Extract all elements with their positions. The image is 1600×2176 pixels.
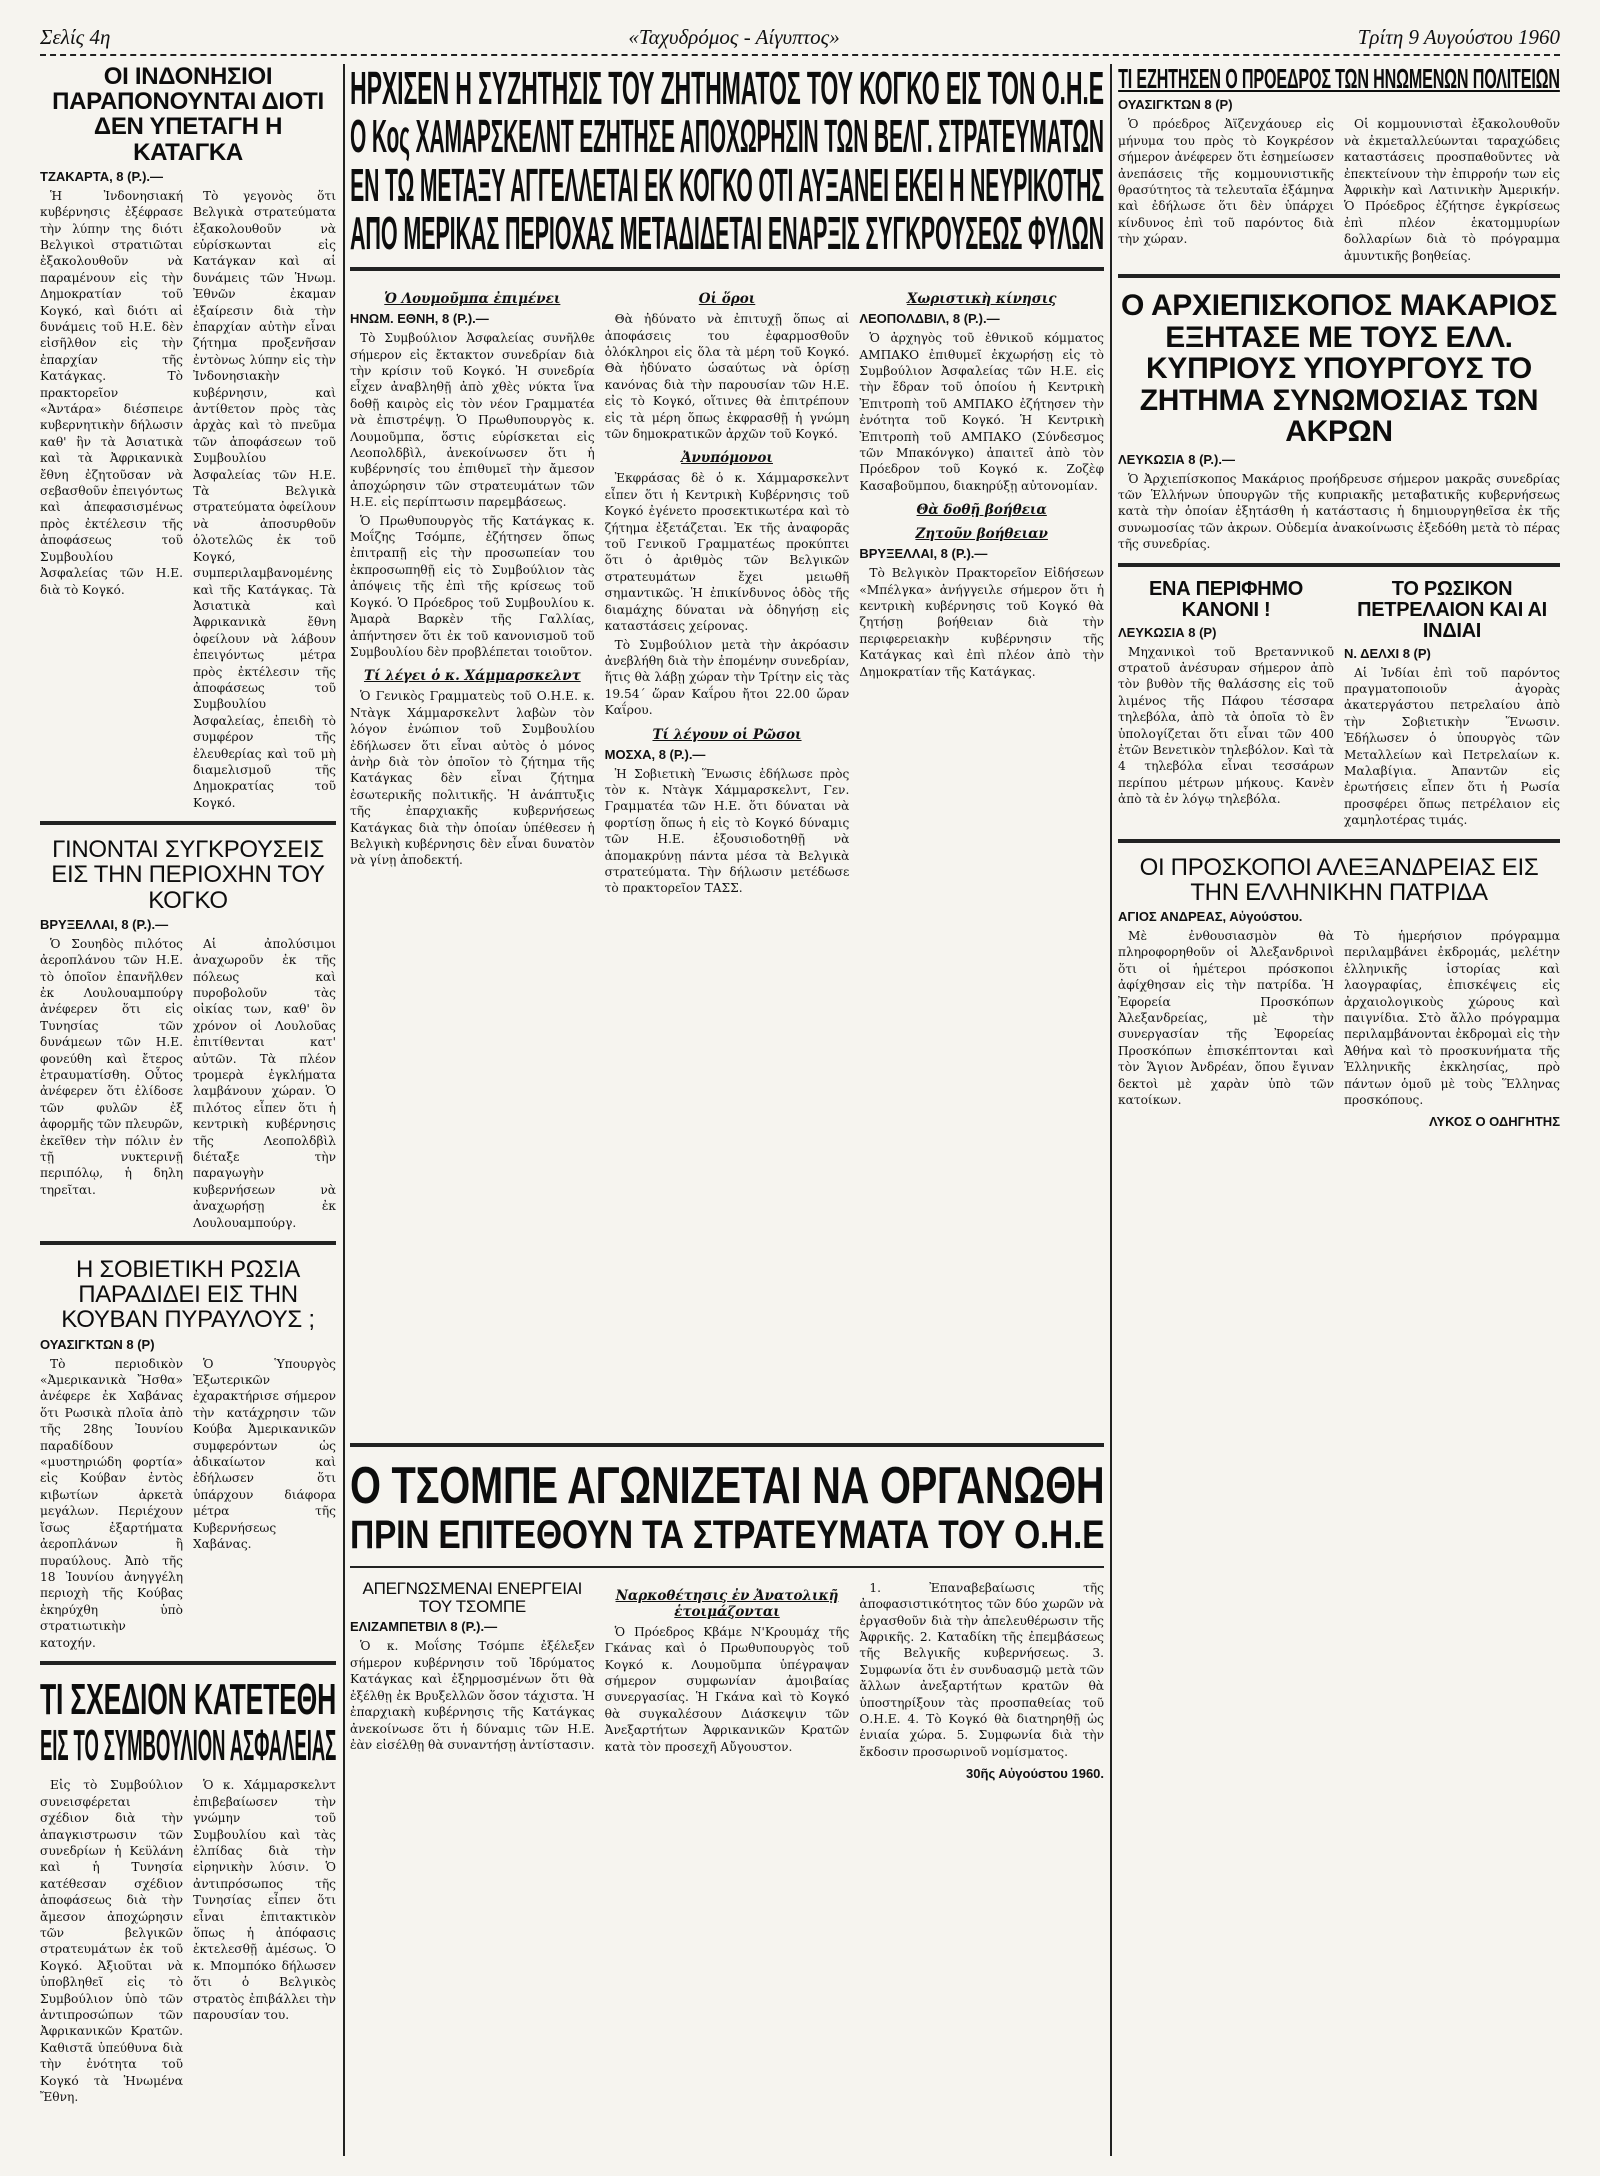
divider xyxy=(350,1443,1104,1447)
subheading: ΑΠΕΓΝΩΣΜΕΝΑΙ ΕΝΕΡΓΕΙΑΙ ΤΟΥ ΤΣΟΜΠΕ xyxy=(362,1578,583,1616)
dateline: ΒΡΥΞΕΛΛΑΙ, 8 (Ρ.).— xyxy=(40,916,169,932)
issue-date: Τρίτη 9 Αυγούστου 1960 xyxy=(1357,24,1560,49)
headline-line: ΠΡΙΝ ΕΠΙΤΕΘΟΥΝ ΤΑ ΣΤΡΑΤΕΥΜΑΤΑ ΤΟΥ Ο.Η.Ε xyxy=(350,1512,1104,1557)
tshombe-story xyxy=(350,1580,1104,1781)
divider xyxy=(350,267,1104,271)
masthead xyxy=(40,20,1560,56)
dateline: ΗΝΩΜ. ΕΘΝΗ, 8 (Ρ.).— xyxy=(350,311,489,327)
divider xyxy=(40,1241,336,1245)
subheading: Ἀνυπόμονοι xyxy=(681,450,773,467)
paragraph: Τὸ περιοδικὸν «Ἀμερικανικὰ Ἤσθα» ἀνέφερε ἐκ Χαβάνας ὅτι Ρωσικὰ πλοῖα ἀπὸ τῆς 28ης Ἰουνίου παραδίδουν «μυστηριώδη φορτία» εἰς Κούβαν ἐντὸς κιβωτίων ἀρκετὰ μεγάλων. Περιέχουν ἴσως ἐξαρτήματα ἀεροπλάνων ἢ πυραύλους. Ἀπὸ τῆς 18 Ἰουνίου ἀνηγγέλη περιοχὴ τῆς Κούβας ἐκηρύχθη ὑπὸ στρατιωτικὴν κατοχήν. xyxy=(40,1356,183,1650)
headline-line: Ο Κος ΧΑΜΑΡΣΚΕΛΝΤ ΕΖΗΤΗΣΕ ΑΠΟΧΩΡΗΣΙΝ ΤΩΝ ΒΕΛΓ. ΣΤΡΑΤΕΥΜΑΤΩΝ xyxy=(350,110,1104,163)
author-signature: ΛΥΚΟΣ Ο ΟΔΗΓΗΤΗΣ xyxy=(1428,1114,1560,1130)
article-body xyxy=(40,1777,336,2105)
dateline: ΕΛΙΖΑΜΠΕΤΒΙΛ 8 (Ρ.).— xyxy=(350,1619,498,1635)
paragraph: Αἱ Ἰνδίαι ἐπὶ τοῦ παρόντος πραγματοποιοῦν ἀγορὰς ἀκατεργάστου πετρελαίου ἀπὸ τὴν Σοβιετικὴν Ἕνωσιν. Ἐδήλωσεν ὁ ὑπουργὸς τῶν Μεταλλείων καὶ Πετρελαίων κ. Μαλαβίγια. Ἀπαντῶν εἰς ἐρωτήσεις εἶπεν ὅτι ἡ Ρωσία προσφέρει ὅπως πετρέλαιον εἰς χαμηλοτέρας τιμάς. xyxy=(1344,665,1560,828)
main-headline xyxy=(350,64,1104,257)
article-headline: ΤΟ ΡΩΣΙΚΟΝ ΠΕΤΡΕΛΑΙΟΝ ΚΑΙ ΑΙ ΙΝΔΙΑΙ xyxy=(1357,577,1547,642)
dateline: Ν. ΔΕΛΧΙ 8 (Ρ) xyxy=(1344,645,1431,661)
dateline: ΑΓΙΟΣ ΑΝΔΡΕΑΣ, Αὐγούστου. xyxy=(1118,909,1303,925)
subheading: Ναρκοθέτησις ἐν Ἀνατολικῇ ἑτοιμάζονται xyxy=(615,1587,839,1620)
subheading: Ὁ Λουμοῦμπα ἐπιμένει xyxy=(384,291,561,308)
divider xyxy=(1118,839,1560,843)
subheading: Τί λέγει ὁ κ. Χάμμαρσκελντ xyxy=(363,668,581,685)
center-block xyxy=(350,64,1104,2156)
dateline: ΤΖΑΚΑΡΤΑ, 8 (Ρ.).— xyxy=(40,168,164,184)
paragraph: Εἰς τὸ Συμβούλιον συνεισφέρεται σχέδιον διὰ τὴν ἀπαγκιστρωσιν τῶν συνεδρίων ἡ Κεϋλάνη καὶ ἡ Τυνησία κατέθεσαν σχέδιον ἀποφάσεως διὰ τὴν ἄμεσον ἀποχώρησιν τῶν βελγικῶν στρατευμάτων ἐκ τοῦ Κογκό. Ἀξιοῦται νὰ ὑποβληθεῖ εἰς τὸ Συμβούλιον ὑπὸ τῶν ἀντιπροσώπων τῶν Ἀφρικανικῶν Κρατῶν. Καθιστᾶ ὑπεύθυνα διὰ τὴν ἐνότητα τοῦ Κογκό τὰ Ἡνωμένα Ἔθνη. xyxy=(40,1778,183,2105)
right-column xyxy=(1118,64,1560,2156)
column-rule xyxy=(1110,64,1112,2156)
newspaper-name: «Ταχυδρόμος - Αίγυπτος» xyxy=(628,24,840,49)
dateline: ΜΟΣΧΑ, 8 (Ρ.).— xyxy=(604,746,706,762)
article-body xyxy=(40,188,336,811)
main-story xyxy=(350,283,1104,1433)
headline-line: ΕΝ ΤΩ ΜΕΤΑΞΥ ΑΓΓΕΛΛΕΤΑΙ ΕΚ ΚΟΓΚΟ ΟΤΙ ΑΥΞΑΝΕΙ ΕΚΕΙ Η ΝΕΥΡΙΚΟΤΗΣ xyxy=(350,158,1104,211)
dateline: ΛΕΥΚΩΣΙΑ 8 (Ρ.).— xyxy=(1118,451,1235,467)
paragraph: Τὸ Συμβούλιον Ἀσφαλείας συνῆλθε σήμερον εἰς ἔκτακτον συνεδρίαν διὰ τὴν κρίσιν τοῦ Κογκό. Ἡ συνεδρία εἶχεν ἀναβληθῇ ἀπὸ χθὲς νύκτα ἵνα δοθῇ καιρὸς εἰς τὸν νέον Γραμματέα νὰ ἐπιστρέψῃ. Ὁ Πρωθυπουργὸς κ. Λουμοῦμπα, ὅστις εὑρίσκεται εἰς Λεοπολδβὶλ, ἀνεκοίνωσεν ὅτι ἡ κυβέρνησίς του ἐπιθυμεῖ τὴν ἄμεσον ἀποχώρησιν τῶν στρατευμάτων τῶν Η.Ε. εἰς περίπτωσιν παρεμβάσεως. xyxy=(350,331,595,510)
paragraph: Ὁ Πρωθυπουργὸς τῆς Κατάγκας κ. Μοΐζης Τσόμπε, ἐζήτησεν ὅπως ἐπιτραπῇ εἰς τὴν προσωπείαν του ἐκπροσωπηθῇ εἰς τὸ Συμβούλιον τὰς ἀπόψεις τῆς ἐπὶ τῆς κρίσεως τοῦ Κογκό. Ὁ Πρόεδρος τοῦ Συμβουλίου κ. Ἀμαρὰ Βαρκὲν τῆς Γαλλίας, ἀπήντησεν ὅτι ἐκ τοῦ κανονισμοῦ τοῦ Συμβουλίου δὲν προβλέπεται τοιοῦτον. xyxy=(350,513,595,659)
article-headline: Η ΣΟΒΙΕΤΙΚΗ ΡΩΣΙΑ ΠΑΡΑΔΙΔΕΙ ΕΙΣ ΤΗΝ ΚΟΥΒΑΝ ΠΥΡΑΥΛΟΥΣ ; xyxy=(61,1256,315,1334)
dateline: ΛΕΥΚΩΣΙΑ 8 (Ρ) xyxy=(1118,624,1217,640)
article-headline xyxy=(40,1674,336,1771)
divider xyxy=(1118,563,1560,567)
paragraph: Ἡ Ἰνδονησιακή κυβέρνησις ἐξέφρασε τὴν λύπην της διότι Βελγικοὶ στρατιῶται ἐξακολουθοῦν νὰ παραμένουν εἰς τὴν Δημοκρατίαν τοῦ Κογκό, καὶ διότι αἱ δυνάμεις τοῦ Η.Ε. δὲν εἰσῆλθον εἰς τὴν ἐπαρχίαν τῆς Κατάγκας. Τὸ πρακτορεῖον «Ἀντάρα» διέσπειρε κυβερνητικὴν δήλωσιν καθ' ἣν τὰ Ἀσιατικὰ καὶ τὰ Ἀφρικανικὰ ἔθνη ἐζητοῦσαν νὰ σεβασθοῦν ἐπειγόντως καὶ ἀπεφασισμένως πρὸς ἐκτέλεσιν τῆς ἀποφάσεως τοῦ Συμβουλίου Ἀσφαλείας τῶν Η.Ε. διὰ τὸ Κογκό. xyxy=(40,188,183,597)
divider xyxy=(40,1661,336,1665)
headline-line: ΑΠΟ ΜΕΡΙΚΑΣ ΠΕΡΙΟΧΑΣ ΜΕΤΑΔΙΔΕΤΑΙ ΕΝΑΡΞΙΣ ΣΥΓΚΡΟΥΣΕΩΣ ΦΥΛΩΝ xyxy=(350,206,1104,259)
paragraph: Τὸ ἡμερήσιον πρόγραμμα περιλαμβάνει ἐκδρομάς, μελέτην ἑλληνικῆς ἱστορίας καὶ λαογραφίας, ἐπισκέψεις εἰς ἀρχαιολογικοὺς χώρους καὶ παιγνίδια. Στὸ ἄλλο πρόγραμμα περιλαμβάνονται ἐκδρομαὶ εἰς τὴν Ἀθήνα καὶ τὸ προσκυνήματα τῆς Ἑλληνικῆς ἐκκλησίας, πρὸ πάντων ὁμοῦ μὲ τοὺς Ἕλληνας προσκόπους. xyxy=(1344,929,1560,1108)
article-body xyxy=(1118,116,1560,264)
paragraph: 1. Ἐπαναβεβαίωσις τῆς ἀποφασιστικότητος τῶν δύο χωρῶν νὰ ἐργασθοῦν διὰ τὴν ἀπελευθέρωσιν τῆς Ἀφρικῆς. 2. Καταδίκη τῆς ἐπεμβάσεως τῆς Βελγικῆς κυβερνήσεως. 3. Συμφωνία ὅτι ἐν συνδυασμῷ μετὰ τῶν ἄλλων ἀνεξαρτήτων κρατῶν θὰ ὑποστηρίξουν τὰς προσπαθείας τοῦ Ο.Η.Ε. 4. Τὸ Κογκό θὰ διατηρηθῇ ὡς ἑνιαία χώρα. 5. Συμφωνία διὰ τὴν ἔκδοσιν προσωρινοῦ νομίσματος. xyxy=(859,1580,1104,1759)
column-rule xyxy=(343,64,345,2156)
article-body xyxy=(40,936,336,1231)
article-headline: ΕΝΑ ΠΕΡΙΦΗΜΟ ΚΑΝΟΝΙ ! xyxy=(1149,577,1303,621)
headline-line: ΕΙΣ ΤΟ ΣΥΜΒΟΥΛΙΟΝ ΑΣΦΑΛΕΙΑΣ xyxy=(40,1721,336,1771)
paragraph: Μὲ ἐνθουσιασμὸν θὰ πληροφορηθοῦν οἱ Ἀλεξανδρινοὶ ὅτι οἱ ἡμέτεροι πρόσκοποι ἀφίχθησαν εἰς τὴν πατρίδα. Ἡ Ἐφορεία Προσκόπων Ἀλεξανδρείας, μὲ τὴν συνεργασίαν τῆς Ἐφορείας Προσκόπων ἐπισκέπτονται καὶ τὸν Ἅγιον Ἀνδρέαν, ὅπου ἔγιναν δεκτοὶ μὲ χαρὰν ὑπὸ τῶν κατοίκων. xyxy=(1118,929,1334,1108)
subheading: Ζητοῦν βοήθειαν xyxy=(915,526,1048,543)
divider xyxy=(40,821,336,825)
paragraph: Ὁ Ἀρχιεπίσκοπος Μακάριος προήδρευσε σήμερον μακρᾶς συνεδρίας τῶν Ἑλλήνων ὑπουργῶν τῆς κυπριακῆς μεταβατικῆς κυβερνήσεως κατὰ τὴν ὁποίαν ἐξητάσθη ἡ κατάστασις ἡ δημιουργηθεῖσα ἐκ τῆς συνωμοσίας τῶν ἀκρων. Οὐδεμία ἀνακοίνωσις ἐξεδόθη μετὰ τὸ πέρας τῆς συνεδρίας. xyxy=(1118,471,1560,552)
dateline: ΒΡΥΞΕΛΛΑΙ, 8 (Ρ.).— xyxy=(859,546,988,562)
dateline: ΟΥΑΣΙΓΚΤΩΝ 8 (Ρ) xyxy=(40,1336,155,1352)
dateline: ΛΕΟΠΟΛΔΒΙΛ, 8 (Ρ.).— xyxy=(859,311,1000,327)
second-headline xyxy=(350,1459,1104,1556)
article-headline: ΟΙ ΠΡΟΣΚΟΠΟΙ ΑΛΕΞΑΝΔΡΕΙΑΣ ΕΙΣ ΤΗΝ ΕΛΛΗΝΙΚΗΝ ΠΑΤΡΙΔΑ xyxy=(1139,853,1539,906)
headline-line: ΤΙ ΕΖΗΤΗΣΕΝ Ο ΠΡΟΕΔΡΟΣ ΤΩΝ ΗΝΩΜΕΝΩΝ ΠΟΛΙΤΕΙΩΝ xyxy=(1118,64,1560,94)
paragraph: Ὁ κ. Μοΐσης Τσόμπε ἐξέλεξεν σήμερον κυβέρνησιν τοῦ Ἱδρύματος Κατάγκας καὶ ἐξηρμοσμένων ὅτι θὰ ἐξέλθῃ ἐκ Βρυξελλῶν ὅσον τάχιστα. Ἡ ἐπαρχιακὴ κυβέρνησις τῆς Κατάγκας ἀνεκοίνωσε ὅτι ἡ δύναμις τῶν Η.Ε. ἐὰν εἰσέλθῃ θὰ συναντήσῃ ἀντίστασιν. xyxy=(350,1639,595,1752)
paragraph: Ὁ Γενικὸς Γραμματεὺς τοῦ Ο.Η.Ε. κ. Ντὰγκ Χάμμαρσκελντ λαβὼν τὸν λόγον ἐνώπιον τοῦ Συμβουλίου ἐδήλωσεν ὅτι εἶναι αὐτὸς ὁ μόνος ἀνὴρ διὰ τὸν ὁποῖον τὸ ζήτημα τῆς Κατάγκας δὲν εἶναι ζήτημα ἐσωτερικῆς πολιτικῆς. Ἡ ἀνάπτυξις τῆς ἐπαρχιακῆς κυβερνήσεως Κατάγκας διὰ τὴν ὁποίαν ὑπέθεσεν ἡ Βελγικὴ κυβέρνησις δὲν εἶναι δυνατὸν νὰ γίνῃ ἀποδεκτή. xyxy=(350,689,595,868)
article-body xyxy=(40,1356,336,1651)
paragraph: Ὁ ἀρχηγὸς τοῦ ἐθνικοῦ κόμματος ΑΜΠΑΚΟ ἐπιθυμεῖ ἐκχωρήσῃ εἰς τὸ Συμβούλιον Ἀσφαλείας τῶν Η.Ε. εἰς τὴν ἔδραν τοῦ ὁποίου ἡ Κεντρικὴ Ἐπιτροπὴ τοῦ ΑΜΠΑΚΟ ἐζήτησεν τὴν ἐνότητα τοῦ Κογκό. Ἡ Κεντρικὴ Ἐπιτροπὴ τοῦ ΑΜΠΑΚΟ (Σύνδεσμος τῶν Μπακόνγκο) ἀπαιτεῖ ἀπὸ τὸν Πρόεδρον τοῦ Κογκό κ. Ζοζὲφ Κασαβοῦμπου, διακηρύξῃ αὐτονομίαν. xyxy=(859,331,1104,493)
paragraph: Τὸ Βελγικὸν Πρακτορεῖον Εἰδήσεων «Μπέλγκα» ἀνήγγειλε σήμερον ὅτι ἡ κεντρικὴ κυβέρνησις τοῦ Κογκό θὰ ζητήσῃ βοήθειαν διὰ τὴν περιφερειακὴν κυβέρνησιν τῆς Κατάγκας καὶ ἐπὶ πλέον ἀπὸ τὴν Δημοκρατίαν τῆς Κατάγκας. xyxy=(859,566,1104,679)
page-number: Σελίς 4η xyxy=(40,24,111,49)
article-body xyxy=(1118,928,1560,1129)
paragraph: Ὁ Ὑπουργὸς Ἐξωτερικῶν ἐχαρακτήρισε σήμερον τὴν κατάχρησιν τῶν Κούβα Ἀμερικανικῶν συμφερόντων ὡς ἀδικαίωτον καὶ ἐδήλωσεν ὅτι ὑπάρχουν διάφορα μέτρα τῆς Κυβερνήσεως Χαβάνας. xyxy=(193,1356,336,1552)
paragraph: Θὰ ἠδύνατο νὰ ἐπιτυχῇ ὅπως αἱ ἀποφάσεις του ἐφαρμοσθοῦν ὁλόκληροι εἰς ὅλα τὰ μέρη τοῦ Κογκό. Θὰ ἠδύνατο ὡσαύτως νὰ ὁρίσῃ κανόνας διὰ τὴν παρουσίαν τῶν Η.Ε. εἰς τὸ Κογκό, οἵτινες θὰ ἐπιτρέπουν εἰς τὰ μέρη ὅπως ἐκφρασθῇ ἡ γνώμη τῶν δημοκρατικῶν ἀρχῶν τοῦ Κογκό. xyxy=(604,312,850,442)
newspaper-page xyxy=(40,20,1560,2156)
paragraph: Ἡ Σοβιετικὴ Ἕνωσις ἐδήλωσε πρὸς τὸν κ. Ντὰγκ Χάμμαρσκελντ, Γεν. Γραμματέα τῶν Η.Ε. ὅτι δύναται νὰ φορτίσῃ ὅπως ἡ εἰς τὸ Κογκό δύναμις τῶν Η.Ε. ἐξουσιοδοτηθῇ νὰ ἀπομακρύνῃ πάντα μέσα τὰ Βελγικὰ στρατεύματα. Τὴν δήλωσιν μετέδωσε τὸ πρακτορεῖον ΤΑΣΣ. xyxy=(604,766,850,896)
subheading: Οἱ ὅροι xyxy=(698,291,756,308)
divider xyxy=(1118,274,1560,278)
paragraph: Ὁ Πρόεδρος Κβάμε Ν'Κρουμάχ τῆς Γκάνας καὶ ὁ Πρωθυπουργὸς τοῦ Κογκό κ. Λουμοῦμπα ὑπέγραψαν σήμερον συμφωνίαν ἀμοιβαίας συνεργασίας. Ἡ Γκάνα καὶ τὸ Κογκό θὰ συγκαλέσουν Διάσκεψιν τῶν Ἀνεξαρτήτων Ἀφρικανικῶν Κρατῶν κατὰ τὸν προσεχῆ Αὔγουστον. xyxy=(604,1624,850,1754)
divider xyxy=(350,1566,1104,1568)
headline-line: Ο ΤΣΟΜΠΕ ΑΓΩΝΙΖΕΤΑΙ ΝΑ ΟΡΓΑΝΩΘΗ xyxy=(350,1457,1104,1516)
headline-line: ΤΙ ΣΧΕΔΙΟΝ ΚΑΤΕΤΕΘΗ xyxy=(40,1674,336,1724)
paragraph: Τὸ Συμβούλιον μετὰ τὴν ἀκρόασιν ἀνεβλήθη διὰ τὴν ἐπομένην συνεδρίαν, ἥτις θὰ λάβῃ χώραν τὴν Τρίτην εἰς τὰς 19.54΄ ὥραν Καΐρου ἤτοι 22.00 ὥραν Καΐρου. xyxy=(604,637,850,718)
subheading: Χωριστικὴ κίνησις xyxy=(906,291,1057,308)
left-column xyxy=(40,64,336,2156)
two-articles xyxy=(1118,579,1560,829)
paragraph: Ὁ πρόεδρος Ἀϊζενχάουερ εἰς μήνυμα του πρὸς τὸ Κογκρέσον σήμερον ἀνέφερεν ὅτι ἐσημείωσεν ἀνεπάσεις τῆς κομμουνιστικῆς θρασύτητος τὰ τελευταῖα ἐξάμηνα καὶ ἐδήλωσε ὅτι δὲν ὑπάρχει κίνδυνος ἐπὶ τοῦ παρόντος διὰ τὴν χώραν. xyxy=(1118,117,1334,247)
headline-line: ΗΡΧΙΣΕΝ Η ΣΥΖΗΤΗΣΙΣ ΤΟΥ ΖΗΤΗΜΑΤΟΣ ΤΟΥ ΚΟΓΚΟ ΕΙΣ ΤΟΝ Ο.Η.Ε xyxy=(350,64,1104,114)
paragraph: Μηχανικοὶ τοῦ Βρεταννικοῦ στρατοῦ ἀνέσυραν σήμερον ἀπὸ τὸν βυθὸν τῆς θαλάσσης εἰς τοῦ λιμένος τῆς Πάφου τέσσαρα τηλεβόλα, ἀπὸ τὰ ὁποῖα τὸ ἓν ὑπολογίζεται ὅτι εἶναι τῶν 400 ἐτῶν Βενετικὸν τηλεβόλον. Καὶ τὰ 4 τηλεβόλα εἶναι τεσσάρων περίπου μέτρων μήκους. Κανὲν ἀπὸ τὰ ἐν λόγῳ τηλεβόλα. xyxy=(1118,644,1334,807)
paragraph: Ὁ Σουηδὸς πιλότος ἀεροπλάνου τῶν Η.Ε. τὸ ὁποῖον ἐπανῆλθεν ἐκ Λουλουαμπούργ ἀνέφερεν ὅτι εἰς Τυνησίας τῶν δυνάμεων τῶν Η.Ε. φονεύθη καὶ ἔτερος ἐτραυματίσθη. Οὗτος ἀνέφερεν ὅτι ἐλίδοσε τῶν φυλῶν ἐξ ἀφορμῆς τῶν πλευρῶν, ἐκεῖθεν τὴν πόλιν ἐν τῇ νυκτερινῇ περιπόλῳ, ἡ δηλη τηρεῖται. xyxy=(40,936,183,1197)
subheading: Τί λέγουν οἱ Ρῶσοι xyxy=(652,726,802,743)
article-headline: Ο ΑΡΧΙΕΠΙΣΚΟΠΟΣ ΜΑΚΑΡΙΟΣ ΕΞΗΤΑΣΕ ΜΕ ΤΟΥΣ ΕΛΛ. ΚΥΠΡΙΟΥΣ ΥΠΟΥΡΓΟΥΣ ΤΟ ΖΗΤΗΜΑ ΣΥΝΩΜΟΣΙΑΣ ΤΩΝ ΑΚΡΩΝ xyxy=(1120,289,1558,449)
dateline: ΟΥΑΣΙΓΚΤΩΝ 8 (Ρ) xyxy=(1118,97,1233,113)
paragraph: Αἱ ἀπολύσιμοι ἀναχωροῦν ἐκ τῆς πόλεως καὶ πυροβολοῦν τὰς οἰκίας των, καθ' ὃν χρόνον οἱ Λουλοῦας ἐπιτίθενται κατ' αὐτῶν. Τὰ πλέον τρομερὰ ἐγκλήματα λαμβάνουν χώραν. Ὁ πιλότος εἶπεν ὅτι ἡ κεντρικὴ κυβέρνησις τῆς Λεοπολδβὶλ διέταξε τὴν παραγωγὴν κυβερνήσεων νὰ ἀναχωρήσῃ ἐκ Λουλουαμπούργ. xyxy=(193,936,336,1230)
article-headline: ΟΙ ΙΝΔΟΝΗΣΙΟΙ ΠΑΡΑΠΟΝΟΥΝΤΑΙ ΔΙΟΤΙ ΔΕΝ ΥΠΕΤΑΓΗ Η ΚΑΤΑΓΚΑ xyxy=(52,64,324,166)
paragraph: Ἐκφράσας δὲ ὁ κ. Χάμμαρσκελντ εἶπεν ὅτι ἡ Κεντρικὴ Κυβέρνησις τοῦ Κογκό ἐγένετο προσεκτικωτέρα καὶ τὸ ζήτημα ἐξετάζεται. Ἐκ τῆς ἀναφορᾶς τοῦ Γενικοῦ Γραμματέως προκύπτει ὅτι ὁ ἀριθμὸς τῶν Βελγικῶν στρατευμάτων ἔχει μειωθῆ σημαντικῶς. Ἡ ἐπικίνδυνος ὁδὸς τῆς διαμάχης δύναται νὰ ὁδηγήσῃ εἰς καταστάσεις χείρονας. xyxy=(604,471,850,634)
article-headline xyxy=(1118,64,1560,93)
paragraph: Οἱ κομμουνισταὶ ἐξακολουθοῦν νὰ ἐκμεταλλεύωνται ταραχώδεις καταστάσεις προσπαθοῦντες νὰ ἐπεκτείνουν τὴν ἐπιρροήν των εἰς Ἀφρικὴν καὶ Λατινικὴν Ἀμερικήν. Ὁ Πρόεδρος ἐζήτησε ἐγκρίσεως ἐπὶ πλέον ἑκατομμυρίων δολλαρίων διὰ τὸ πρόγραμμα ἀμυντικῆς βοηθείας. xyxy=(1344,117,1560,263)
article-dateline-end: 30ῆς Αὐγούστου 1960. xyxy=(966,1766,1104,1782)
paragraph: Τὸ γεγονὸς ὅτι Βελγικὰ στρατεύματα ἐξακολουθοῦν νὰ εὑρίσκωνται εἰς Κατάγκαν καὶ αἱ δυνάμεις τῶν Ἡνωμ. Ἐθνῶν ἐκαμαν ἐξαίρεσιν διὰ τὴν ἐπαρχίαν αὐτὴν εἶναι ζήτημα προξενῆσαν ἐντὸνως λύπην εἰς τὴν Ἰνδονησιακὴν κυβέρνησιν, καὶ ἀντίθετον πρὸς τὰς ἀρχὰς καὶ τὸ πνεῦμα τῶν ἀποφάσεων τοῦ Συμβουλίου Ἀσφαλείας τῶν Η.Ε. Τὰ Βελγικὰ στρατεύματα ὀφείλουν νὰ ἀποσυρθοῦν ὁλοτελῶς ἐκ τοῦ Κογκό, συμπεριλαμβανομένης καὶ τῆς Κατάγκας. Τὰ Ἀσιατικὰ καὶ Ἀφρικανικὰ ἔθνη ὀφείλουν νὰ λάβουν ἐπειγόντως μέτρα πρὸς ἐκτέλεσιν τῆς ἀποφάσεως τοῦ Συμβουλίου Ἀσφαλείας, ἐπειδὴ τὸ συμφέρον τῆς ἐλευθερίας καὶ τοῦ μὴ διαμελισμοῦ τῆς Δημοκρατίας τοῦ Κογκό. xyxy=(193,188,336,810)
article-headline: ΓΙΝΟΝΤΑΙ ΣΥΓΚΡΟΥΣΕΙΣ ΕΙΣ ΤΗΝ ΠΕΡΙΟΧΗΝ ΤΟΥ ΚΟΓΚΟ xyxy=(51,836,325,914)
subheading: Θὰ δοθῇ βοήθεια xyxy=(916,502,1047,519)
paragraph: Ὁ κ. Χάμμαρσκελντ ἐπιβεβαίωσεν τὴν γνώμην τοῦ Συμβουλίου καὶ τὰς ἐλπίδας διὰ τὴν εἰρηνικὴν λύσιν. Ὁ ἀντιπρόσωπος τῆς Τυνησίας εἶπεν ὅτι εἶναι ἐπιτακτικὸν ὅπως ἡ ἀπόφασις ἐκτελεσθῇ ἀμέσως. Ὁ κ. Μπομπόκο δήλωσεν ὅτι ὁ Βελγικὸς στρατὸς ἐπιβάλλει τὴν παρουσίαν του. xyxy=(193,1778,336,2022)
